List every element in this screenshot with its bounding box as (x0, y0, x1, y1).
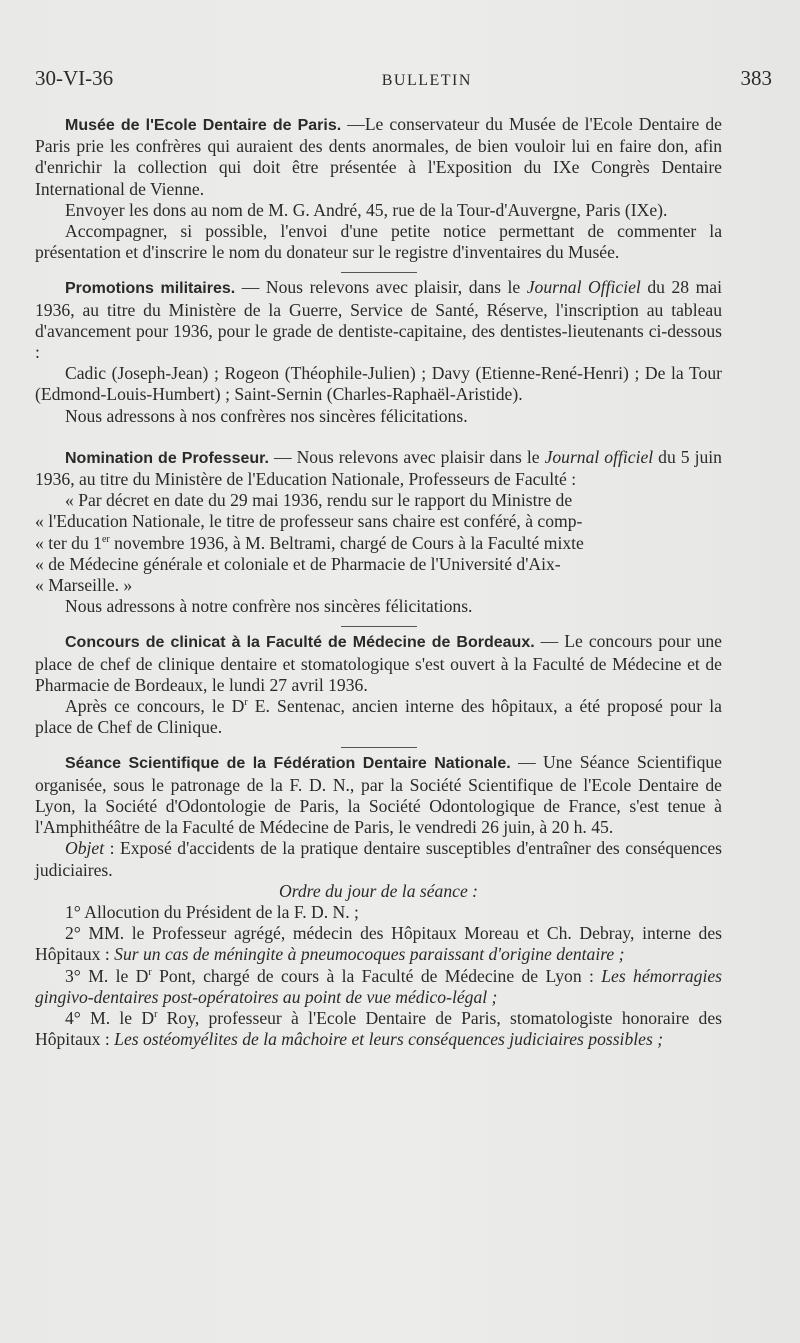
page-number: 383 (740, 66, 772, 90)
agenda-item-3 (35, 966, 722, 1008)
agenda-item-text: 4° M. le D (65, 1007, 155, 1028)
concours-heading: Concours de clinicat à la Faculté de Médecine de Bordeaux. (65, 634, 535, 652)
superscript: r (154, 1009, 158, 1021)
nomination-text-cont: du 5 juin 1936, au titre du Ministère de l'Education Nationale, Professeurs de Faculté : (35, 446, 722, 490)
concours-result-text-cont: E. Sentenac, ancien interne des hôpitaux, a été proposé pour la place de Chef de Clinique. (35, 696, 722, 738)
concours-result-paragraph (35, 696, 722, 738)
promotions-text: — Nous relevons avec plaisir, dans le (235, 277, 527, 298)
seance-heading: Séance Scientifique de la Fédération Dentaire Nationale. (65, 755, 511, 773)
agenda-item-text: 2° MM. le Professeur agrégé, médecin des Hôpitaux Moreau et Ch. Debray, interne des Hôpitaux : (35, 923, 722, 965)
agenda-item-4 (35, 1008, 722, 1050)
quote-text: « ter du 1 (35, 532, 102, 553)
article-body (35, 114, 722, 1050)
agenda-item-title: Sur un cas de méningite à pneumocoques paraissant d'origine dentaire ; (114, 944, 625, 965)
museum-notice-heading: Musée de l'Ecole Dentaire de Paris. (65, 117, 342, 134)
museum-instructions-paragraph: Accompagner, si possible, l'envoi d'une petite notice permettant de commenter la présentation et d'inscrire le nom du donateur sur le registre d'inventaires du Musée. (35, 221, 722, 263)
section-divider (341, 626, 417, 627)
nomination-paragraph (35, 447, 722, 490)
agenda-item-text: Pont, chargé de cours à la Faculté de Médecine de Lyon : (151, 965, 602, 986)
agenda-item-1: 1° Allocution du Président de la F. D. N. ; (65, 901, 359, 922)
nomination-text: — Nous relevons avec plaisir dans le (268, 446, 545, 467)
quote-line: « Marseille. » (35, 575, 133, 596)
promotions-paragraph (35, 277, 722, 363)
page-header (35, 66, 772, 96)
section-divider (341, 272, 417, 273)
agenda-item-2 (35, 923, 722, 965)
agenda-title (35, 881, 722, 902)
superscript: er (101, 533, 110, 545)
nomination-heading: Nomination de Professeur. (65, 449, 269, 467)
agenda-item-text: 3° M. le D (65, 965, 149, 986)
objet-paragraph (35, 838, 722, 880)
agenda-item-text: Roy, professeur à l'Ecole Dentaire de Paris, stomatologiste honoraire des Hôpitaux : (35, 1007, 722, 1050)
quote-text: novembre 1936, à M. Beltrami, chargé de Cours à la Faculté mixte (109, 532, 584, 553)
objet-label: Objet (65, 838, 105, 859)
section-gap (35, 427, 722, 447)
quote-line: « Par décret en date du 29 mai 1936, rendu sur le rapport du Ministre de (65, 490, 573, 511)
museum-notice-paragraph (35, 114, 722, 200)
running-title: BULLETIN (381, 72, 472, 89)
promotions-text-cont: du 28 mai 1936, au titre du Ministère de la Guerre, Service de Santé, Réserve, l'inscription au tableau d'avancement pour 1936, pour le grade de dentiste-capitaine, des dentistes-lieutenants ci-dessous : (35, 277, 722, 363)
concours-text: — Le concours pour une place de chef de clinique dentaire et stomatologique s'est ouvert à la Faculté de Médecine et de Pharmacie de Bordeaux, le lundi 27 avril 1936. (35, 631, 722, 695)
concours-result-text: Après ce concours, le D (65, 696, 245, 717)
superscript: r (244, 697, 248, 709)
quote-line (35, 533, 722, 554)
seance-text: — Une Séance Scientifique organisée, sous le patronage de la F. D. N., par la Société Scientifique de l'Ecole Dentaire de Lyon, la Société d'Odontologie de Paris, la Société Odontologique de France, s'est tenue à l'Amphithéâtre de la Faculté de Médecine de Paris, le vendredi 26 juin, à 20 h. 45. (35, 752, 722, 838)
agenda-item-title: Les hémorragies gingivo-dentaires post-opératoires au point de vue médico-légal ; (35, 965, 722, 1007)
journal-title: Journal officiel (544, 446, 654, 467)
agenda-title-text: Ordre du jour de la séance : (278, 880, 479, 901)
quote-line: « de Médecine générale et coloniale et de Pharmacie de l'Université d'Aix- (35, 553, 561, 574)
promotions-names-paragraph: Cadic (Joseph-Jean) ; Rogeon (Théophile-Julien) ; Davy (Etienne-René-Henri) ; De la Tour (Edmond-Louis-Humbert) ; Saint-Sernin (Charles-Raphaël-Aristide). (35, 363, 722, 405)
nomination-congrats-paragraph: Nous adressons à notre confrère nos sincères félicitations. (65, 596, 473, 617)
superscript: r (148, 966, 152, 978)
promotions-heading: Promotions militaires. (65, 280, 236, 298)
decree-quote (35, 490, 722, 596)
quote-line: « l'Education Nationale, le titre de professeur sans chaire est conféré, à comp- (35, 511, 583, 532)
seance-paragraph (35, 752, 722, 838)
agenda-item-title: Les ostéomyélites de la mâchoire et leurs conséquences judiciaires possibles ; (114, 1029, 664, 1050)
section-divider (341, 747, 417, 748)
issue-date: 30-VI-36 (35, 66, 114, 90)
museum-notice-text: —Le conservateur du Musée de l'Ecole Dentaire de Paris prie les confrères qui auraient des dents anormales, de bien vouloir lui en faire don, afin d'enrichir la collection qui doit être présentée à l'Exposition du IXe Congrès Dentaire International de Vienne. (35, 114, 722, 199)
objet-text: : Exposé d'accidents de la pratique dentaire susceptibles d'entraîner des conséquences judiciaires. (35, 838, 722, 880)
museum-address-paragraph: Envoyer les dons au nom de M. G. André, 45, rue de la Tour-d'Auvergne, Paris (IXe). (65, 199, 668, 220)
concours-paragraph (35, 631, 722, 696)
journal-title: Journal Officiel (526, 277, 641, 298)
promotions-congrats-paragraph: Nous adressons à nos confrères nos sincères félicitations. (65, 405, 468, 426)
